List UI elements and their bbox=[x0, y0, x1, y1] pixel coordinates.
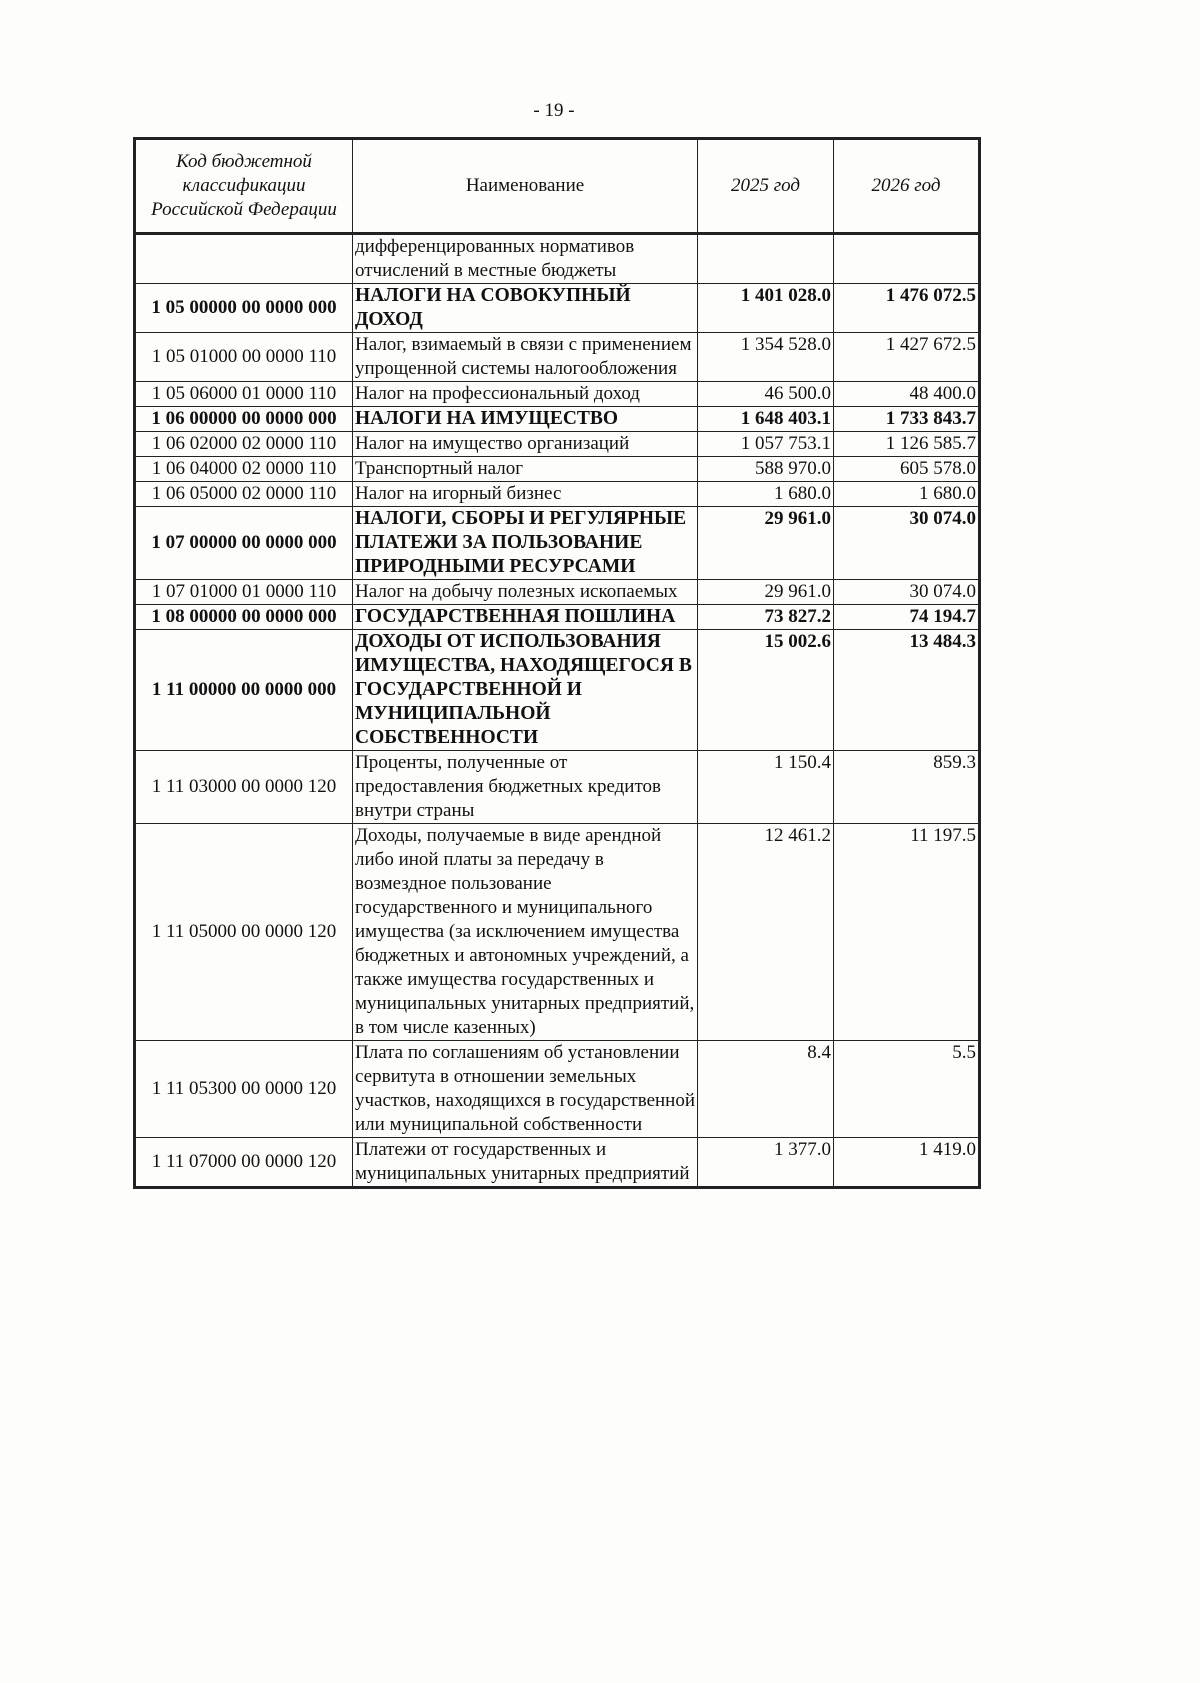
row-code: 1 06 02000 02 0000 110 bbox=[135, 432, 353, 457]
row-value-2026: 1 733 843.7 bbox=[834, 407, 980, 432]
table-header-row bbox=[135, 139, 980, 234]
header-year-2026: 2026 год bbox=[834, 139, 980, 234]
row-name: НАЛОГИ, СБОРЫ И РЕГУЛЯРНЫЕ ПЛАТЕЖИ ЗА ПОЛЬЗОВАНИЕ ПРИРОДНЫМИ РЕСУРСАМИ bbox=[353, 507, 698, 580]
row-code: 1 07 01000 01 0000 110 bbox=[135, 580, 353, 605]
row-value-2025: 73 827.2 bbox=[698, 605, 834, 630]
row-name: НАЛОГИ НА СОВОКУПНЫЙ ДОХОД bbox=[353, 284, 698, 333]
row-code bbox=[135, 234, 353, 284]
row-value-2025: 588 970.0 bbox=[698, 457, 834, 482]
table-row bbox=[135, 605, 980, 630]
row-code: 1 05 00000 00 0000 000 bbox=[135, 284, 353, 333]
row-value-2025: 8.4 bbox=[698, 1041, 834, 1138]
row-code: 1 11 03000 00 0000 120 bbox=[135, 751, 353, 824]
row-value-2026: 11 197.5 bbox=[834, 824, 980, 1041]
row-value-2026: 1 419.0 bbox=[834, 1138, 980, 1188]
row-value-2026: 5.5 bbox=[834, 1041, 980, 1138]
row-code: 1 05 06000 01 0000 110 bbox=[135, 382, 353, 407]
row-value-2025: 46 500.0 bbox=[698, 382, 834, 407]
row-name: Налог, взимаемый в связи с применением упрощенной системы налогообложения bbox=[353, 333, 698, 382]
table-row bbox=[135, 824, 980, 1041]
row-value-2026: 605 578.0 bbox=[834, 457, 980, 482]
row-value-2026: 1 476 072.5 bbox=[834, 284, 980, 333]
row-value-2025: 12 461.2 bbox=[698, 824, 834, 1041]
row-value-2025: 29 961.0 bbox=[698, 580, 834, 605]
row-name: Доходы, получаемые в виде арендной либо иной платы за передачу в возмездное пользование государственного и муниципального имущества (за исключением имущества бюджетных и автономных учреждений, а также имущества государственных и муниципальных унитарных предприятий, в том числе казенных) bbox=[353, 824, 698, 1041]
table-row bbox=[135, 1041, 980, 1138]
row-value-2026: 48 400.0 bbox=[834, 382, 980, 407]
row-code: 1 05 01000 00 0000 110 bbox=[135, 333, 353, 382]
table-row bbox=[135, 407, 980, 432]
row-name: Проценты, полученные от предоставления бюджетных кредитов внутри страны bbox=[353, 751, 698, 824]
row-value-2026: 1 680.0 bbox=[834, 482, 980, 507]
table-row bbox=[135, 333, 980, 382]
row-name: Платежи от государственных и муниципальных унитарных предприятий bbox=[353, 1138, 698, 1188]
row-code: 1 11 05000 00 0000 120 bbox=[135, 824, 353, 1041]
row-value-2026: 859.3 bbox=[834, 751, 980, 824]
row-code: 1 06 05000 02 0000 110 bbox=[135, 482, 353, 507]
row-value-2025: 1 354 528.0 bbox=[698, 333, 834, 382]
row-code: 1 06 00000 00 0000 000 bbox=[135, 407, 353, 432]
row-name: Налог на игорный бизнес bbox=[353, 482, 698, 507]
budget-table bbox=[133, 137, 981, 1189]
row-value-2026: 30 074.0 bbox=[834, 507, 980, 580]
page-number: - 19 - bbox=[533, 100, 575, 121]
row-code: 1 08 00000 00 0000 000 bbox=[135, 605, 353, 630]
row-value-2025 bbox=[698, 234, 834, 284]
row-value-2026: 13 484.3 bbox=[834, 630, 980, 751]
row-value-2025: 15 002.6 bbox=[698, 630, 834, 751]
row-code: 1 06 04000 02 0000 110 bbox=[135, 457, 353, 482]
row-value-2025: 1 648 403.1 bbox=[698, 407, 834, 432]
row-value-2025: 1 401 028.0 bbox=[698, 284, 834, 333]
row-value-2025: 1 680.0 bbox=[698, 482, 834, 507]
row-name: Транспортный налог bbox=[353, 457, 698, 482]
table-row bbox=[135, 284, 980, 333]
header-year-2025: 2025 год bbox=[698, 139, 834, 234]
row-value-2026: 1 427 672.5 bbox=[834, 333, 980, 382]
row-name: НАЛОГИ НА ИМУЩЕСТВО bbox=[353, 407, 698, 432]
row-name: Налог на имущество организаций bbox=[353, 432, 698, 457]
row-name: дифференцированных нормативов отчислений в местные бюджеты bbox=[353, 234, 698, 284]
table-row bbox=[135, 457, 980, 482]
row-name: Налог на добычу полезных ископаемых bbox=[353, 580, 698, 605]
row-code: 1 11 05300 00 0000 120 bbox=[135, 1041, 353, 1138]
row-value-2026: 30 074.0 bbox=[834, 580, 980, 605]
row-name: Плата по соглашениям об установлении сервитута в отношении земельных участков, находящихся в государственной или муниципальной собственности bbox=[353, 1041, 698, 1138]
row-value-2026: 1 126 585.7 bbox=[834, 432, 980, 457]
table-row bbox=[135, 630, 980, 751]
table-row bbox=[135, 482, 980, 507]
row-code: 1 11 00000 00 0000 000 bbox=[135, 630, 353, 751]
row-code: 1 11 07000 00 0000 120 bbox=[135, 1138, 353, 1188]
row-value-2026: 74 194.7 bbox=[834, 605, 980, 630]
table-row bbox=[135, 432, 980, 457]
table-row bbox=[135, 751, 980, 824]
table-row bbox=[135, 580, 980, 605]
table-row bbox=[135, 507, 980, 580]
row-name: ГОСУДАРСТВЕННАЯ ПОШЛИНА bbox=[353, 605, 698, 630]
header-name: Наименование bbox=[353, 139, 698, 234]
row-code: 1 07 00000 00 0000 000 bbox=[135, 507, 353, 580]
row-value-2026 bbox=[834, 234, 980, 284]
row-value-2025: 1 150.4 bbox=[698, 751, 834, 824]
row-name: ДОХОДЫ ОТ ИСПОЛЬЗОВАНИЯ ИМУЩЕСТВА, НАХОДЯЩЕГОСЯ В ГОСУДАРСТВЕННОЙ И МУНИЦИПАЛЬНОЙ СОБСТВЕННОСТИ bbox=[353, 630, 698, 751]
row-name: Налог на профессиональный доход bbox=[353, 382, 698, 407]
table-row bbox=[135, 382, 980, 407]
row-value-2025: 1 057 753.1 bbox=[698, 432, 834, 457]
table-row bbox=[135, 234, 980, 284]
row-value-2025: 29 961.0 bbox=[698, 507, 834, 580]
row-value-2025: 1 377.0 bbox=[698, 1138, 834, 1188]
table-row bbox=[135, 1138, 980, 1188]
header-code: Код бюджетной классификации Российской Федерации bbox=[135, 139, 353, 234]
